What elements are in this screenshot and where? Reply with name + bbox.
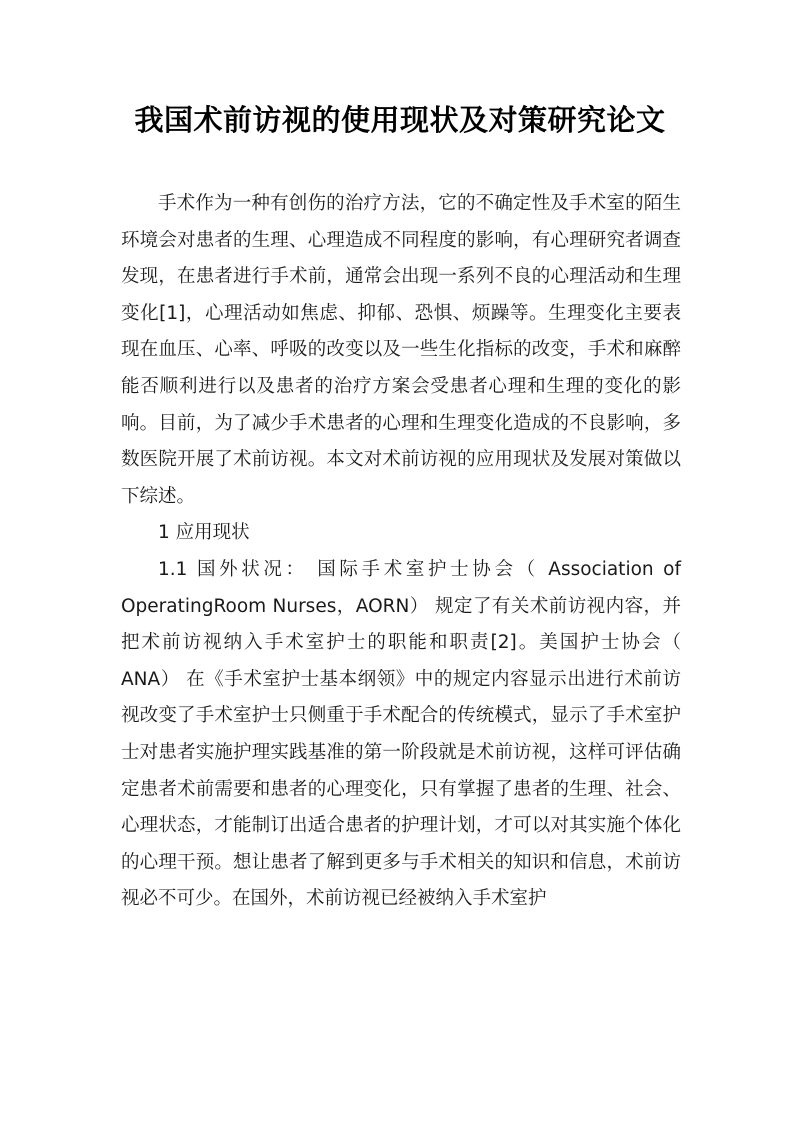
section-paragraph: 1.1 国外状况： 国际手术室护士协会（ Association of OperatingRoom Nurses，AORN） 规定了有关术前访视内容，并把术前访视纳入手术室护士的职能和职责[2]。美国护士协会（ ANA） 在《手术室护士基本纲领》中的规定内容显示出进行术前访视改变了手术室护士只侧重于手术配合的传统模式，显示了手术室护士对患者实施护理实践基准的第一阶段就是术前访视，这样可评估确定患者术前需要和患者的心理变化，只有掌握了患者的生理、社会、心理状态，才能制订出适合患者的护理计划，才可以对其实施个体化的心理干预。想让患者了解到更多与手术相关的知识和信息，术前访视必不可少。在国外，术前访视已经被纳入手术室护 [121,558,681,910]
section-heading: 1 应用现状 [158,522,250,544]
document-body [121,186,681,918]
intro-paragraph: 手术作为一种有创伤的治疗方法，它的不确定性及手术室的陌生环境会对患者的生理、心理造成不同程度的影响，有心理研究者调查发现，在患者进行手术前，通常会出现一系列不良的心理活动和生理变化[1]，心理活动如焦虑、抑郁、恐惧、烦躁等。生理变化主要表现在血压、心率、呼吸的改变以及一些生化指标的改变，手术和麻醉能否顺利进行以及患者的治疗方案会受患者心理和生理的变化的影响。目前，为了减少手术患者的心理和生理变化造成的不良影响，多数医院开展了术前访视。本文对术前访视的应用现状及发展对策做以下综述。 [121,193,681,507]
page-title: 我国术前访视的使用现状及对策研究论文 [134,103,666,137]
